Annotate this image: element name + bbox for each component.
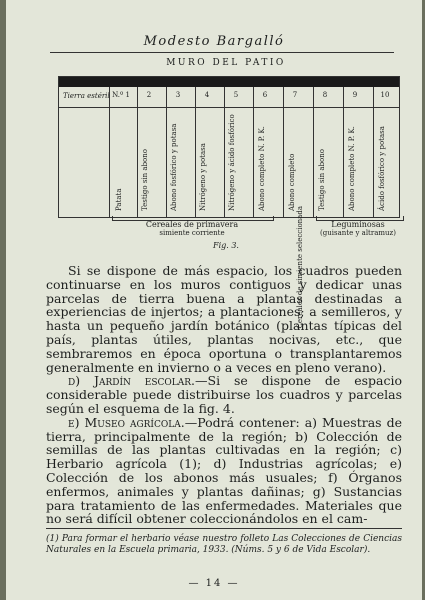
group-label-leguminosas (308, 220, 408, 238)
grid-line (166, 87, 167, 217)
row-label: Tierra estéril (63, 92, 110, 100)
figure-caption: Fig. 3. (213, 241, 239, 250)
plot-crop-label: Nitrógeno y potasa (199, 143, 207, 211)
paragraph-text: —Podrá contener: a) Muestras de tierra, principalmente de la región; b) Colección de semillas de las plantas cultivadas en la región; c) Herbario agrícola (1); d) Industrias agrícolas; e) Colección de los abonos más usuales; f) Órganos enfermos, animales y plantas dañinas; g) Sustancias para tratamiento de las enfermedades. Materiales que no será difícil obtener coleccionándolos en el cam- (46, 414, 402, 527)
head-rule (50, 52, 394, 53)
grid-line (137, 87, 138, 217)
plot-number: 6 (262, 91, 268, 99)
plot-number: 9 (352, 91, 358, 99)
plot-number: 8 (322, 91, 328, 99)
grid-line (224, 87, 225, 217)
book-page (6, 0, 422, 600)
group-leguminosas-subtitle: (guisante y altramuz) (320, 229, 396, 237)
footnote-rule (46, 528, 402, 529)
grid-line (253, 87, 254, 217)
group-primavera-subtitle: simiente corriente (159, 229, 225, 237)
plot-crop-label: Nitrógeno y ácido fosfórico (228, 114, 236, 211)
plot-number: N.º 1 (112, 91, 130, 99)
plot-number: 3 (175, 91, 181, 99)
page-number: — 14 — (188, 578, 240, 589)
grid-line (373, 87, 374, 217)
plot-crop-label: Testigo sin abono (318, 149, 326, 211)
plot-crop-label: Abono completo (288, 153, 296, 211)
group-leguminosas-title: Leguminosas (331, 220, 385, 229)
plot-crop-label: Abono completo N. P. K. (348, 126, 356, 211)
grid-line (343, 87, 344, 217)
plot-number: 2 (146, 91, 152, 99)
plot-crop-label: Abono completo N. P. K. (258, 126, 266, 211)
grid-line (313, 87, 314, 217)
plot-number: 10 (380, 91, 390, 99)
body-text (46, 264, 402, 526)
plot-number: 7 (292, 91, 298, 99)
plot-grid (58, 76, 400, 218)
wall-band (59, 77, 399, 87)
plot-number: 4 (204, 91, 210, 99)
paragraph (46, 416, 402, 526)
section-label: e) Museo agrícola. (68, 414, 185, 430)
section-label: d) Jardín escolar. (68, 373, 196, 389)
grid-line (283, 87, 284, 217)
plot-crop-label: Abono fosfórico y potasa (170, 123, 178, 211)
running-head: Modesto Bargalló (143, 34, 285, 49)
plot-number: 5 (233, 91, 239, 99)
group-label-seleccionada: Cereales de simiente seleccionada (296, 206, 304, 329)
group-primavera-title: Cereales de primavera (145, 220, 239, 229)
paragraph-text: —Si se dispone de espacio considerable puede distribuirse los cuadros y parcelas según el esquema de la fig. 4. (46, 373, 402, 416)
plot-crop-label: Patata (115, 188, 123, 211)
group-label-primavera (112, 220, 272, 238)
plot-crop-label: Ácido fosfórico y potasa (378, 126, 386, 211)
grid-line (195, 87, 196, 217)
plot-number-row (59, 87, 399, 108)
grid-line (109, 87, 110, 217)
footnote: (1) Para formar el herbario véase nuestro folleto Las Colecciones de Ciencias Naturales en la Escuela primaria, 1933. (Núms. 5 y 6 de Vida Escolar). (46, 534, 402, 555)
figure-title: MURO DEL PATIO (166, 58, 286, 68)
plot-crop-label: Testigo sin abono (141, 149, 149, 211)
paragraph (46, 374, 402, 415)
paragraph: Si se dispone de más espacio, los cuadros pueden continuarse en los muros contiguos y dedicar unas parcelas de tierra buena a plantas destinadas a experiencias de injertos; a plantaciones; a semilleros, y hasta un pequeño jardín botánico (plantas típicas del país, plantas útiles, plantas nocivas, etc., que sembraremos en época oportuna o transplantaremos generalmente en invierno o a veces en pleno verano). (46, 263, 402, 375)
